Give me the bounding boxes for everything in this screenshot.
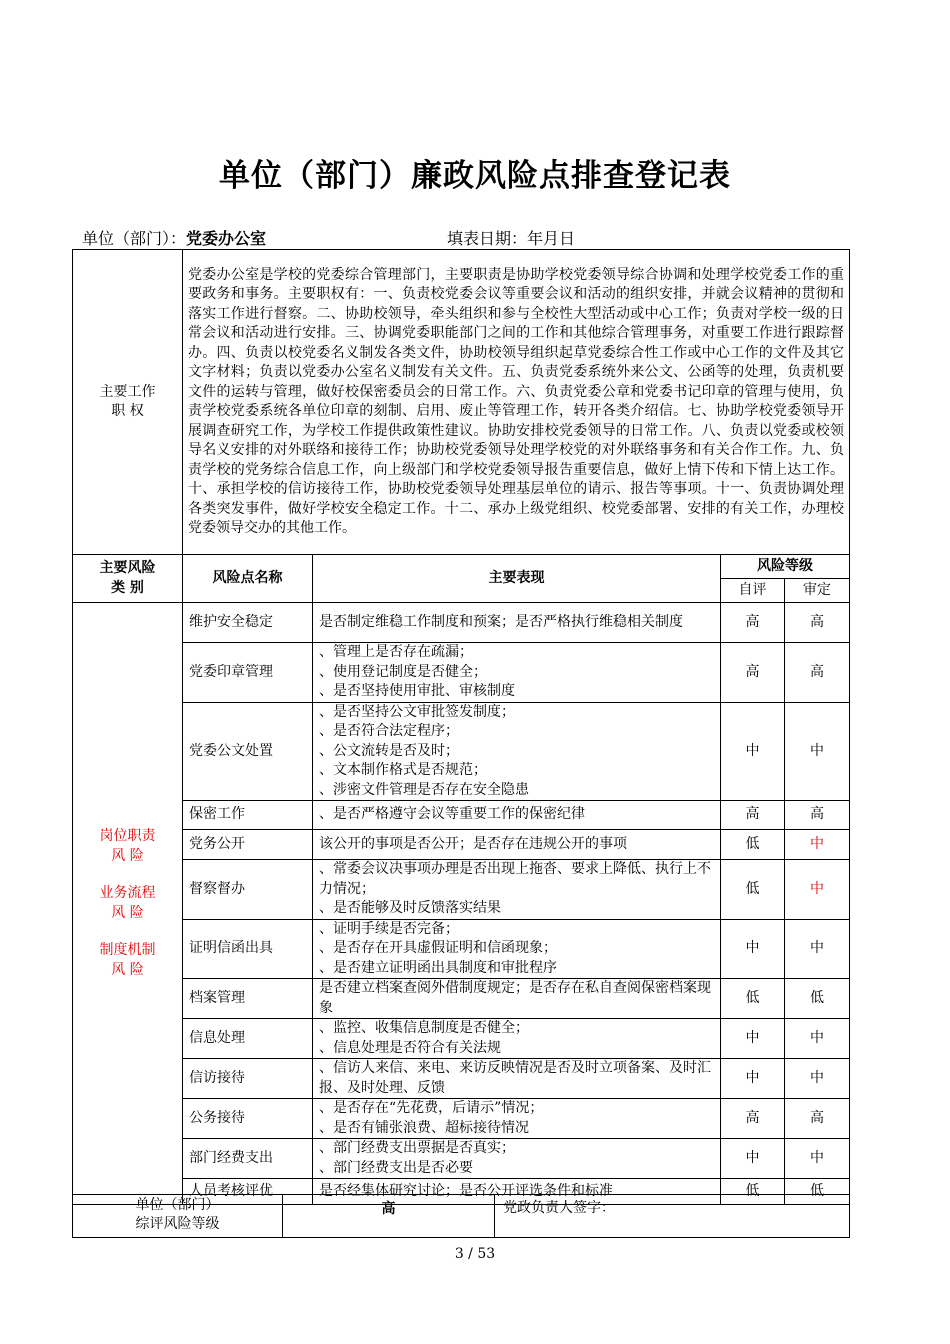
header-self-eval: 自评 [721,579,785,603]
risk-point-name: 档案管理 [183,979,313,1019]
risk-row [73,1139,850,1179]
risk-performance [313,603,721,643]
risk-point-name: 公务接待 [183,1099,313,1139]
unit-meta [82,226,266,249]
risk-category-cell [73,603,183,1205]
risk-point-name: 人员考核评优 [183,1179,313,1205]
risk-point-name: 党委印章管理 [183,643,313,703]
risk-performance-line: 、证明手续是否完备； [319,920,459,937]
risk-performance-line: 是否经集体研究讨论；是否公开评选条件和标准 [319,1182,613,1199]
risk-level-review: 高 [785,1099,850,1139]
risk-level-review: 低 [785,979,850,1019]
risk-level-self: 高 [721,801,785,830]
risk-level-review: 中 [785,860,850,920]
risk-point-name: 信访接待 [183,1059,313,1099]
header-risk-level: 风险等级 [721,555,850,579]
footer-label [73,1195,283,1238]
risk-performance-line: 、公文流转是否及时； [319,742,459,759]
risk-performance-line: 、部门经费支出票据是否真实； [319,1140,515,1156]
risk-performance-line: 、部门经费支出是否必要 [319,1159,473,1176]
risk-level-self: 低 [721,860,785,920]
footer-label-line2: 综评风险等级 [135,1216,220,1232]
risk-row [73,919,850,979]
risk-point-name: 督察督办 [183,860,313,920]
footer-label-line1: 单位（部门） [135,1197,220,1213]
risk-performance-line: 是否制定维稳工作制度和预案；是否严格执行维稳相关制度 [319,613,683,630]
header-point-name: 风险点名称 [183,555,313,603]
risk-row [73,860,850,920]
risk-point-name: 党委公文处置 [183,702,313,801]
risk-level-self: 高 [721,1099,785,1139]
risk-rows [73,603,850,1205]
date-value: 年月日 [527,229,576,248]
risk-row [73,643,850,703]
risk-level-self: 中 [721,1059,785,1099]
risk-performance-line: 、涉密文件管理是否存在安全隐患 [319,781,529,798]
unit-value: 党委办公室 [186,229,267,248]
risk-level-self: 中 [721,1019,785,1059]
risk-point-name: 保密工作 [183,801,313,830]
risk-row [73,603,850,643]
unit-label: 单位（部门）： [82,229,187,248]
risk-performance [313,979,721,1019]
risk-level-review: 中 [785,1019,850,1059]
risk-performance-line: 、是否坚持公文审批签发制度； [319,703,515,720]
risk-performance-line: 、文本制作格式是否规范； [319,762,487,778]
footer-table [72,1194,850,1238]
risk-performance [313,1139,721,1179]
duties-label-line1: 主要工作 [99,383,156,400]
risk-performance-line: 、使用登记制度是否健全； [319,663,487,680]
date-meta [447,226,575,249]
footer-row [73,1195,850,1238]
risk-level-self: 中 [721,919,785,979]
risk-performance-line: 是否建立档案查阅外借制度规定；是否存在私自查阅保密档案现象 [319,980,711,1016]
risk-row [73,801,850,830]
risk-performance [313,830,721,860]
risk-performance-line: 、是否能够及时反馈落实结果 [319,900,501,916]
date-label: 填表日期： [447,229,528,248]
risk-level-review: 中 [785,1139,850,1179]
risk-level-self: 高 [721,643,785,703]
duties-row [73,250,850,555]
risk-performance-line: 、是否存在“先花费，后请示”情况； [319,1100,544,1116]
risk-level-self: 低 [721,1179,785,1205]
risk-performance-line: 、是否建立证明函出具制度和审批程序 [319,959,557,976]
risk-level-review: 高 [785,801,850,830]
risk-point-name: 部门经费支出 [183,1139,313,1179]
page-title: 单位（部门）廉政风险点排查登记表 [219,158,731,194]
risk-level-review: 中 [785,830,850,860]
risk-performance [313,801,721,830]
risk-performance-line: 、是否严格遵守会议等重要工作的保密纪律 [319,806,585,823]
risk-point-name: 证明信函出具 [183,919,313,979]
category-job-duty-line1: 岗位职责 [99,828,156,844]
risk-level-self: 高 [721,603,785,643]
risk-performance-line: 、是否存在开具虚假证明和信函现象； [319,940,557,956]
category-system-mechanism-line1: 制度机制 [99,942,156,958]
risk-level-self: 中 [721,702,785,801]
risk-performance [313,1059,721,1099]
risk-performance-line: 、信息处理是否符合有关法规 [319,1039,501,1056]
risk-level-review: 高 [785,603,850,643]
risk-performance-line: 该公开的事项是否公开；是否存在违规公开的事项 [319,835,627,852]
page-number: 3 / 53 [454,1246,496,1262]
risk-performance [313,1099,721,1139]
header-category-line1: 主要风险 [99,560,156,576]
category-job-duty-line2: 风 险 [111,847,144,864]
risk-performance [313,860,721,920]
risk-table [72,249,850,1205]
risk-performance-line: 、常委会议决事项办理是否出现上拖沓、要求上降低、执行上不力情况； [319,861,711,897]
risk-performance-line: 、监控、收集信息制度是否健全； [319,1020,529,1036]
risk-performance-line: 、是否符合法定程序； [319,723,459,739]
header-review: 审定 [785,579,850,603]
header-category-line2: 类 别 [111,579,144,596]
risk-performance-line: 、是否有铺张浪费、超标接待情况 [319,1119,529,1136]
risk-row [73,830,850,860]
risk-performance-line: 、管理上是否存在疏漏； [319,644,473,660]
risk-performance [313,1019,721,1059]
risk-level-review: 中 [785,702,850,801]
risk-performance [313,919,721,979]
category-business-process-line2: 风 险 [111,904,144,921]
duties-label-line2: 职 权 [111,403,144,419]
risk-level-self: 中 [721,1139,785,1179]
risk-level-review: 中 [785,919,850,979]
duties-text: 党委办公室是学校的党委综合管理部门，主要职责是协助学校党委领导综合协调和处理学校党委工作的重要政务和事务。主要职权有：一、负责校党委会议等重要会议和活动的组织安排，并就会议精神的贯彻和落实工作进行督察。二、协助校领导，牵头组织和参与全校性大型活动或中心工作；负责对学校一级的日常会议和活动进行安排。三、协调党委职能部门之间的工作和其他综合管理事务，对重要工作进行跟踪督办。四、负责以校党委名义制发各类文件，协助校领导组织起草党委综合性工作或中心工作的文件及其它文字材料；负责以党委办公室名义制发有关文件。五、负责党委系统外来公文、公函等的处理，负责机要文件的运转与管理，做好校保密委员会的日常工作。六、负责党委公章和党委书记印章的管理与使用，负责学校党委系统各单位印章的刻制、启用、废止等管理工作，转开各类介绍信。七、协助学校党委领导开展调查研究工作，为学校工作提供政策性建议。协助安排校党委领导的日常工作。八、负责以党委或校领导名义安排的对外联络和接待工作；协助校党委领导处理学校党的对外联络事务和有关合作工作。九、负责学校的党务综合信息工作，向上级部门和学校党委领导报告重要信息，做好上情下传和下情上达工作。十、承担学校的信访接待工作，协助校党委领导处理基层单位的请示、报告等事项。十一、负责协调处理各类突发事件，做好学校安全稳定工作。十二、承办上级党组织、校党委部署、安排的有关工作，办理校党委领导交办的其他工作。 [183,250,850,555]
risk-level-self: 低 [721,830,785,860]
risk-point-name: 党务公开 [183,830,313,860]
risk-level-review: 低 [785,1179,850,1205]
risk-performance [313,643,721,703]
risk-performance-line: 、是否坚持使用审批、审核制度 [319,683,515,699]
footer-overall-level: 高 [283,1195,495,1238]
category-system-mechanism-line2: 风 险 [111,961,144,978]
header-performance: 主要表现 [313,555,721,603]
risk-row [73,1019,850,1059]
risk-performance-line: 、信访人来信、来电、来访反映情况是否及时立项备案、及时汇报、及时处理、反馈 [319,1060,711,1096]
risk-point-name: 维护安全稳定 [183,603,313,643]
risk-level-review: 中 [785,1059,850,1099]
risk-row [73,1099,850,1139]
footer-signature-field[interactable]: 党政负责人签字： [495,1195,850,1238]
risk-level-self: 低 [721,979,785,1019]
risk-row [73,1059,850,1099]
duties-label [73,250,183,555]
risk-performance [313,702,721,801]
risk-row [73,702,850,801]
risk-level-review: 高 [785,643,850,703]
header-category [73,555,183,603]
category-business-process-line1: 业务流程 [99,885,156,901]
risk-point-name: 信息处理 [183,1019,313,1059]
risk-row [73,979,850,1019]
header-row [73,555,850,579]
